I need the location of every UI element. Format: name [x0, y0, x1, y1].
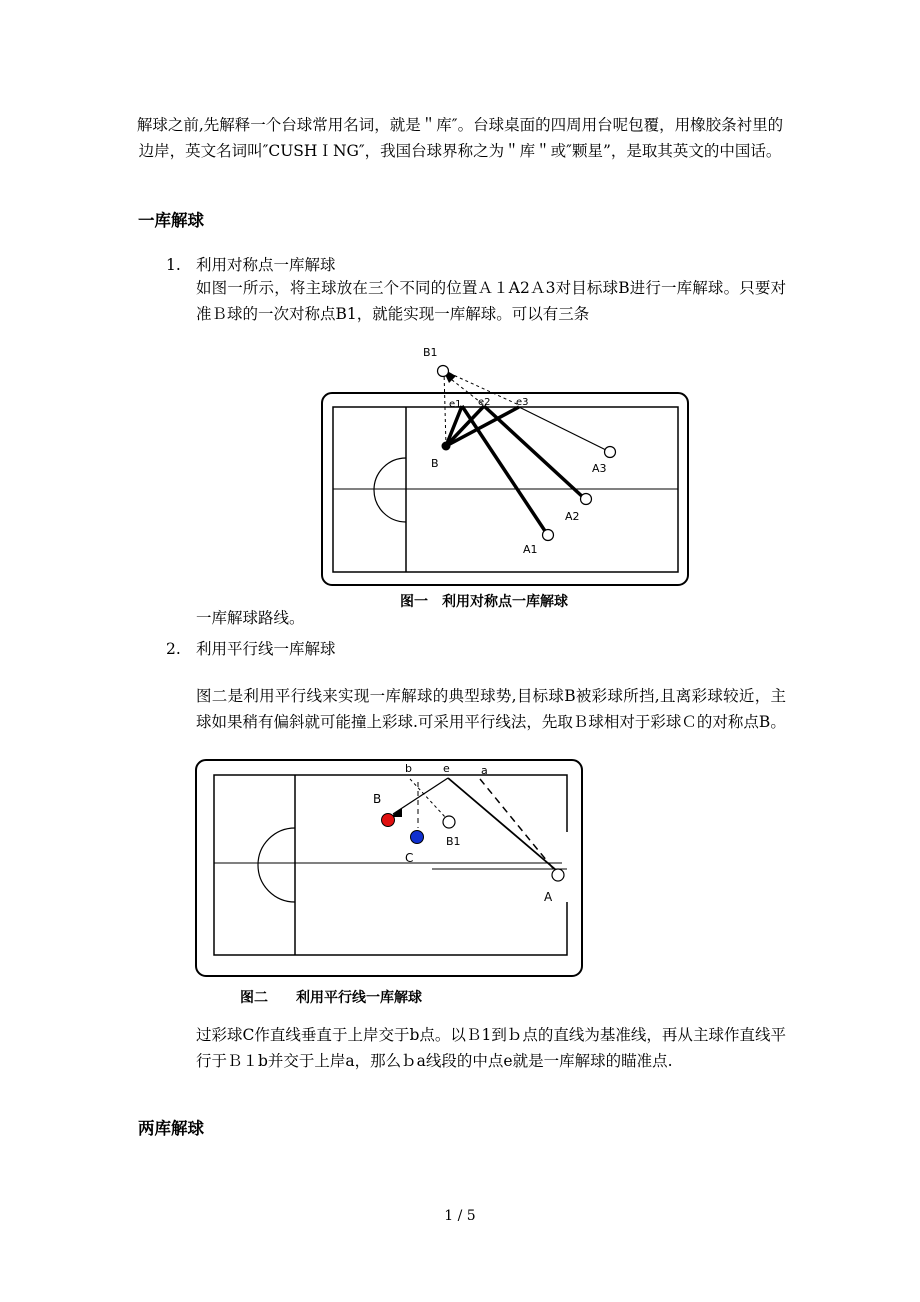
label-a1: A1: [523, 543, 538, 556]
list-number-2: 2.: [166, 640, 181, 658]
item-title-parallel: 利用平行线一库解球: [196, 640, 336, 658]
item1-paragraph-end: 一库解球路线。: [196, 609, 305, 627]
baseline-b1-b: [410, 779, 446, 818]
item2-paragraph-end: 过彩球C作直线垂直于上岸交于b点。以Ｂ1到ｂ点的直线为基准线，再从主球作直线平行于Ｂ１b并交于上岸a，那么ｂa线段的中点e就是一库解球的瞄准点.: [196, 1026, 786, 1070]
item-title-symmetry: 利用对称点一库解球: [196, 256, 336, 274]
section-heading-two-cushion: 两库解球: [138, 1119, 204, 1138]
ball-b-red: [382, 814, 395, 827]
ball-b1-fig2: [443, 816, 455, 828]
item2-paragraph: 图二是利用平行线来实现一库解球的典型球势,目标球B被彩球所挡,且离彩球较近，主球如果稍有偏斜就可能撞上彩球.可采用平行线法，先取Ｂ球相对于彩球Ｃ的对称点B。: [196, 687, 786, 731]
label-a-fig2: A: [544, 890, 553, 904]
list-number-1: 1.: [166, 256, 181, 274]
label-e: e: [443, 762, 450, 775]
label-b-ball: B: [373, 792, 382, 806]
label-e2: e2: [478, 397, 491, 408]
right-rail-gap: [562, 832, 572, 902]
table2-outer-frame: [196, 760, 582, 976]
page-number: 1 / 5: [444, 1208, 476, 1224]
label-e1: e1: [449, 399, 462, 410]
label-a-top: a: [481, 764, 488, 777]
item1-paragraph: 如图一所示，将主球放在三个不同的位置Ａ１A2Ａ3对目标球B进行一库解球。只要对准Ｂ球的一次对称点B1，就能实现一库解球。可以有三条: [196, 279, 786, 323]
label-b-top: b: [405, 762, 412, 775]
label-b: B: [431, 457, 439, 470]
label-c: C: [405, 851, 414, 865]
cue-path-to-e: [448, 778, 556, 870]
label-b1-fig2: B1: [446, 835, 461, 848]
section-heading-one-cushion: 一库解球: [138, 211, 204, 230]
intro-paragraph: 解球之前,先解释一个台球常用名词，就是＂库″。台球桌面的四周用台呢包覆，用橡胶条衬里的边岸，英文名词叫″CUSHＩNG″，我国台球界称之为＂库＂或″颗星”，是取其英文的中国话。: [136, 116, 784, 160]
label-a2: A2: [565, 510, 580, 523]
figure-2-caption: 图二 利用平行线一库解球: [240, 990, 422, 1006]
label-e3: e3: [516, 397, 529, 408]
table2-d-semicircle: [258, 828, 295, 902]
ball-c-blue: [411, 831, 424, 844]
label-b1: B1: [423, 346, 438, 359]
label-a3: A3: [592, 462, 607, 475]
ball-a-fig2: [552, 869, 564, 881]
figure-1-caption: 图一 利用对称点一库解球: [400, 594, 568, 610]
table2-inner-frame: [214, 775, 567, 955]
parallel-dash-a: [480, 779, 556, 872]
